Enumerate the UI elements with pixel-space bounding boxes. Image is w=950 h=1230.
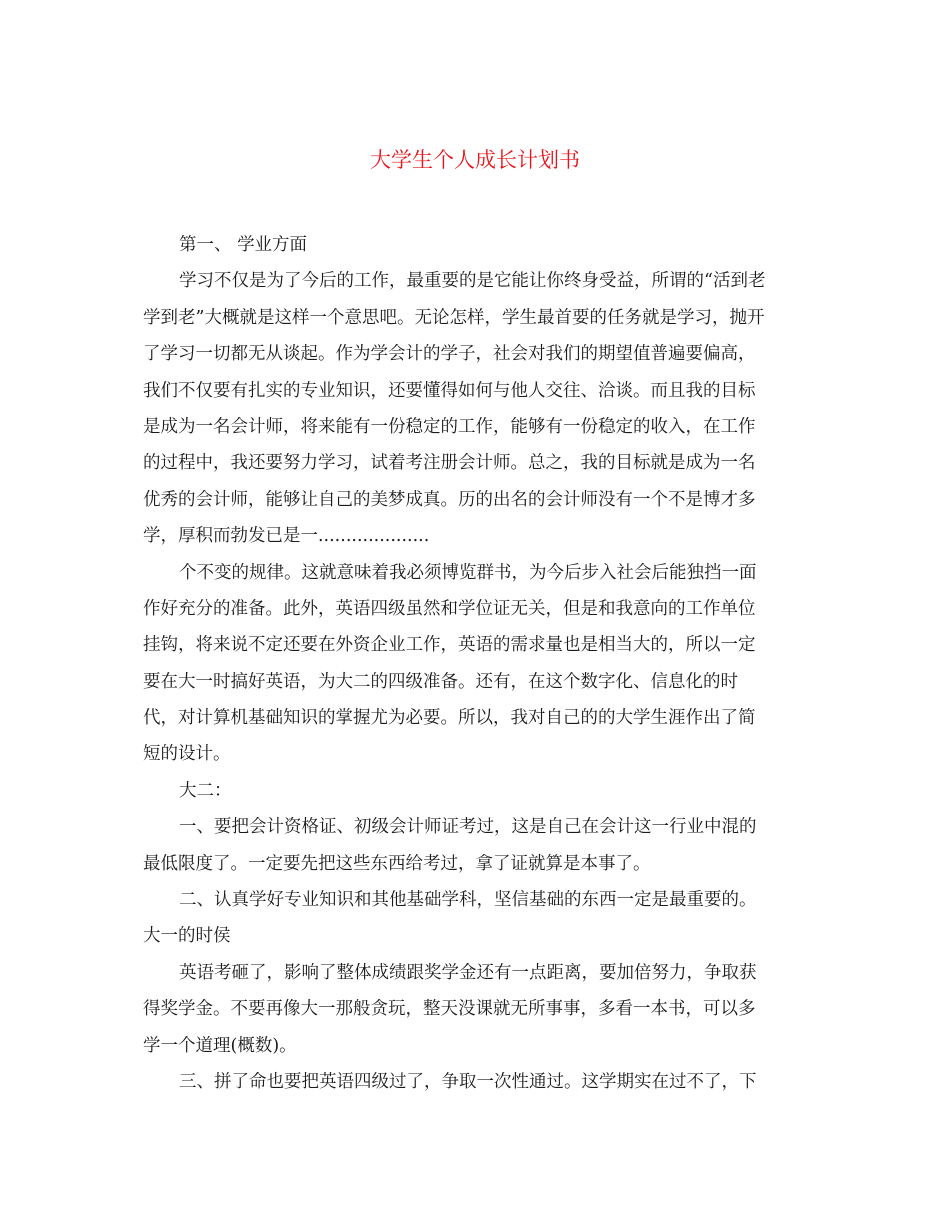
text-line: 一、要把会计资格证、初级会计师证考过，这是自己在会计这一行业中混的 — [179, 817, 757, 838]
text-line: 得奖学金。不要再像大一那般贪玩，整天没课就无所事事，多看一本书，可以多 — [143, 999, 756, 1020]
document-title: 大学生个人成长计划书 — [370, 148, 580, 172]
text-line: 短的设计。 — [143, 744, 231, 765]
text-line: 学，厚积而勃发已是一.................... — [143, 526, 430, 547]
text-line: 是成为一名会计师，将来能有一份稳定的工作，能够有一份稳定的收入，在工作 — [143, 416, 756, 437]
text-line: 要在大一时搞好英语，为大二的四级准备。还有，在这个数字化、信息化的时 — [143, 671, 738, 692]
text-line: 作好充分的准备。此外，英语四级虽然和学位证无关，但是和我意向的工作单位 — [143, 598, 756, 619]
text-line: 学到老”大概就是这样一个意思吧。无论怎样，学生最首要的任务就是学习，抛开 — [143, 307, 765, 328]
document-body — [143, 227, 805, 1100]
text-line: 挂钩，将来说不定还要在外资企业工作，英语的需求量也是相当大的，所以一定 — [143, 635, 756, 656]
text-line: 个不变的规律。这就意味着我必须博览群书，为今后步入社会后能独挡一面 — [179, 562, 757, 583]
text-line: 的过程中，我还要努力学习，试着考注册会计师。总之，我的目标就是成为一名 — [143, 453, 756, 474]
text-line: 二、认真学好专业知识和其他基础学科，坚信基础的东西一定是最重要的。 — [179, 890, 757, 911]
text-line: 了学习一切都无从谈起。作为学会计的学子，社会对我们的期望值普遍要偏高， — [143, 344, 756, 365]
text-line: 第一、 学业方面 — [179, 235, 308, 255]
text-line: 优秀的会计师，能够让自己的美梦成真。历的出名的会计师没有一个不是博才多 — [143, 489, 756, 510]
text-line: 学习不仅是为了今后的工作，最重要的是它能让你终身受益，所谓的“活到老 — [179, 271, 766, 292]
text-line: 大二： — [179, 780, 232, 801]
text-line: 英语考砸了，影响了整体成绩跟奖学金还有一点距离，要加倍努力，争取获 — [179, 962, 757, 983]
text-line: 三、拼了命也要把英语四级过了，争取一次性通过。这学期实在过不了，下 — [179, 1071, 757, 1092]
text-line: 我们不仅要有扎实的专业知识，还要懂得如何与他人交往、洽谈。而且我的目标 — [143, 380, 756, 401]
text-line: 代，对计算机基础知识的掌握尤为必要。所以，我对自己的的大学生涯作出了简 — [143, 708, 756, 729]
text-line: 最低限度了。一定要先把这些东西给考过，拿了证就算是本事了。 — [143, 853, 651, 874]
text-line: 学一个道理(概数)。 — [143, 1035, 297, 1056]
text-line: 大一的时侯 — [143, 926, 231, 947]
